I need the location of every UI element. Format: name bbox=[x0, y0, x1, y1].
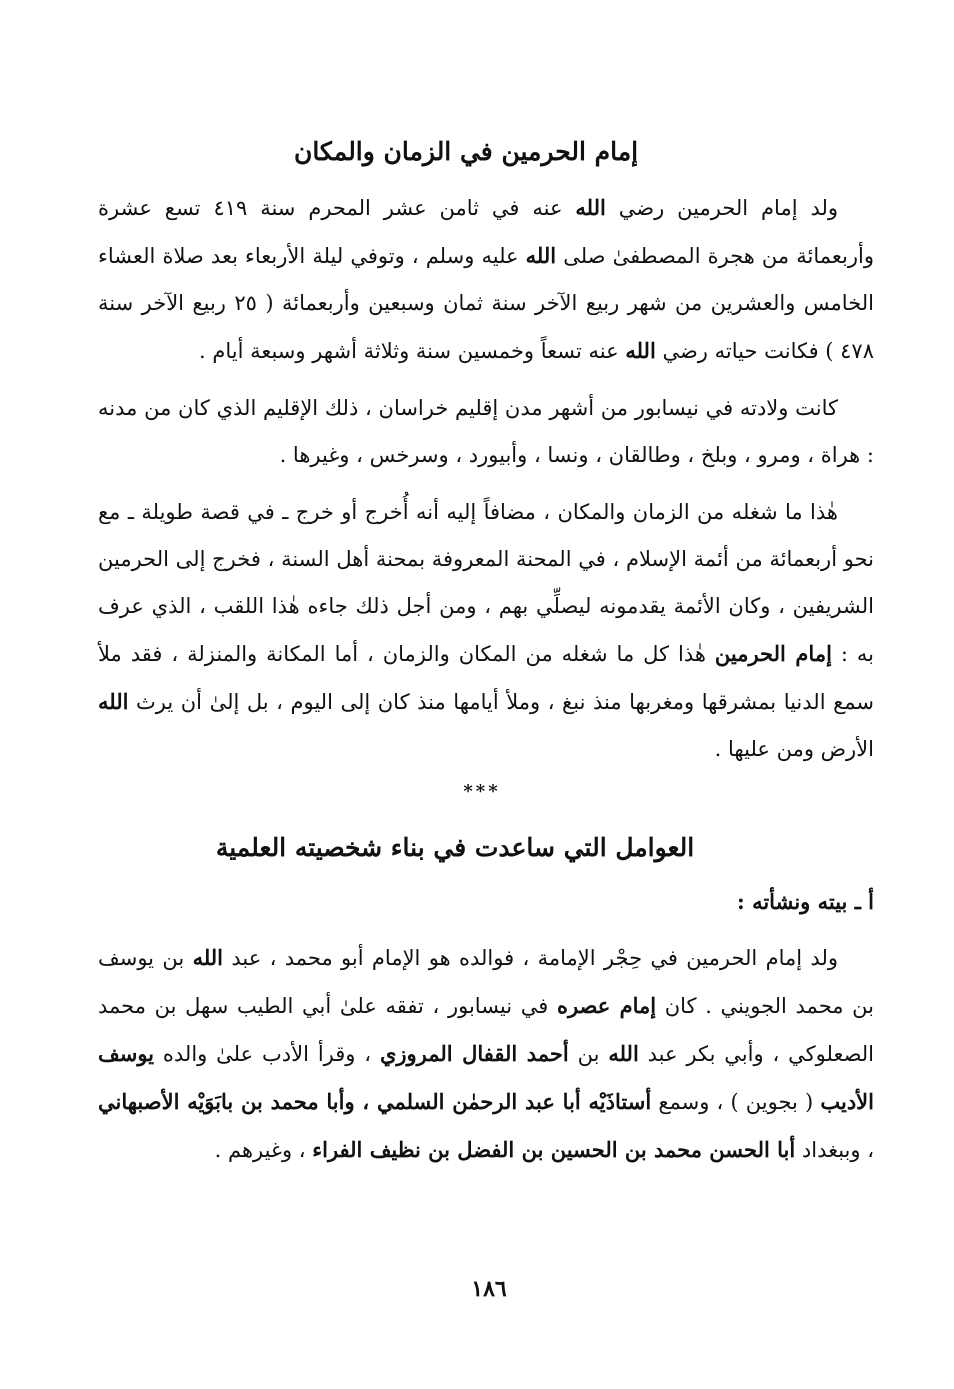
section-separator: *** bbox=[463, 781, 501, 802]
paragraph bbox=[98, 385, 874, 479]
bold-run: أحمد القفال المروزي bbox=[379, 1041, 569, 1066]
bold-run: الله bbox=[98, 689, 129, 714]
bold-run: إمام عصره bbox=[556, 993, 657, 1018]
text-run: عليه وسلم ، وتوفي ليلة الأربعاء بعد صلاة العشاء الخامس والعشرين من شهر ربيع الآخر سنة ثمان وسبعين وأربعمائة ( ٢٥ ربيع الآخر سنة ٤٧٨ ) فكانت حياته رضي bbox=[98, 244, 874, 363]
bold-run: الله bbox=[525, 243, 557, 268]
text-run: بن يوسف بن محمد الجويني . كان bbox=[98, 946, 874, 1018]
bold-run: أستاذَيْه أبا عبد الرحمٰن السلمي ، وأبا محمد بن بابَوَيْه الأصبهاني bbox=[98, 1089, 652, 1114]
bold-run: إمام الحرمين bbox=[714, 641, 832, 666]
text-run: ولد إمام الحرمين رضي bbox=[605, 196, 839, 220]
bold-run: يوسف الأديب bbox=[98, 1041, 874, 1114]
text-run: ، وببغداد bbox=[795, 1138, 874, 1162]
bold-run: أبا الحسن محمد بن الحسين بن الفضل بن نظيف الفراء bbox=[312, 1137, 796, 1162]
text-run: كانت ولادته في نيسابور من أشهر مدن إقليم خراسان ، ذلك الإقليم الذي كان من مدنه : هراة ، ومرو ، وبلخ ، وطالقان ، ونسا ، وأبيورد ، وسرخس ، وغيرها . bbox=[98, 396, 874, 467]
text-run: ولد إمام الحرمين في حِجْر الإمامة ، فوالده هو الإمام أبو محمد ، عبد bbox=[223, 946, 838, 970]
text-run: ( بجوين ) ، وسمع bbox=[651, 1090, 821, 1114]
section-title: إمام الحرمين في الزمان والمكان bbox=[293, 137, 639, 166]
paragraph bbox=[98, 934, 874, 1174]
text-run: ، وغيرهم . bbox=[214, 1138, 313, 1162]
paragraph bbox=[98, 184, 874, 375]
text-run: بن bbox=[568, 1042, 609, 1066]
bold-run: الله bbox=[575, 195, 606, 220]
section-title: العوامل التي ساعدت في بناء شخصيته العلمية bbox=[215, 833, 695, 862]
text-run: في نيسابور ، تفقه علىٰ أبي الطيب سهل بن محمد الصعلوكي ، وأبي بكر عبد bbox=[98, 994, 875, 1066]
subsection-heading: أ ـ بيته ونشأته : bbox=[737, 889, 874, 914]
text-run: ، وقرأ الأدب علىٰ والده bbox=[154, 1042, 380, 1066]
bold-run: الله bbox=[625, 338, 656, 363]
bold-run: الله bbox=[608, 1041, 639, 1066]
text-run: هٰذا كل ما شغله من المكان والزمان ، أما المكانة والمنزلة ، فقد ملأ سمع الدنيا بمشرقها ومغربها منذ نبغ ، وملأ أيامها منذ كان إلى اليوم ، بل إلىٰ أن يرث bbox=[98, 642, 874, 714]
text-run: هٰذا ما شغله من الزمان والمكان ، مضافاً إليه أنه أُخرج أو خرج ـ في قصة طويلة ـ مع نحو أربعمائة من أئمة الإسلام ، في المحنة المعروفة بمحنة أهل السنة ، فخرج إلى الحرمين الشريفين ، وكان الأئمة يقدمونه ليصلِّي بهم ، ومن أجل ذلك جاءه هٰذا اللقب ، الذي عرف به : bbox=[98, 500, 875, 666]
bold-run: الله bbox=[192, 945, 224, 970]
page-number: ١٨٦ bbox=[471, 1276, 507, 1302]
paragraph bbox=[98, 489, 874, 773]
text-run: الأرض ومن عليها . bbox=[714, 737, 874, 761]
page-content bbox=[98, 124, 874, 1174]
text-run: عنه تسعاً وخمسين سنة وثلاثة أشهر وسبعة أيام . bbox=[198, 339, 626, 363]
text-run: عنه في ثامن عشر المحرم سنة ٤١٩ تسع عشرة وأربعمائة من هجرة المصطفىٰ صلى bbox=[98, 196, 875, 268]
